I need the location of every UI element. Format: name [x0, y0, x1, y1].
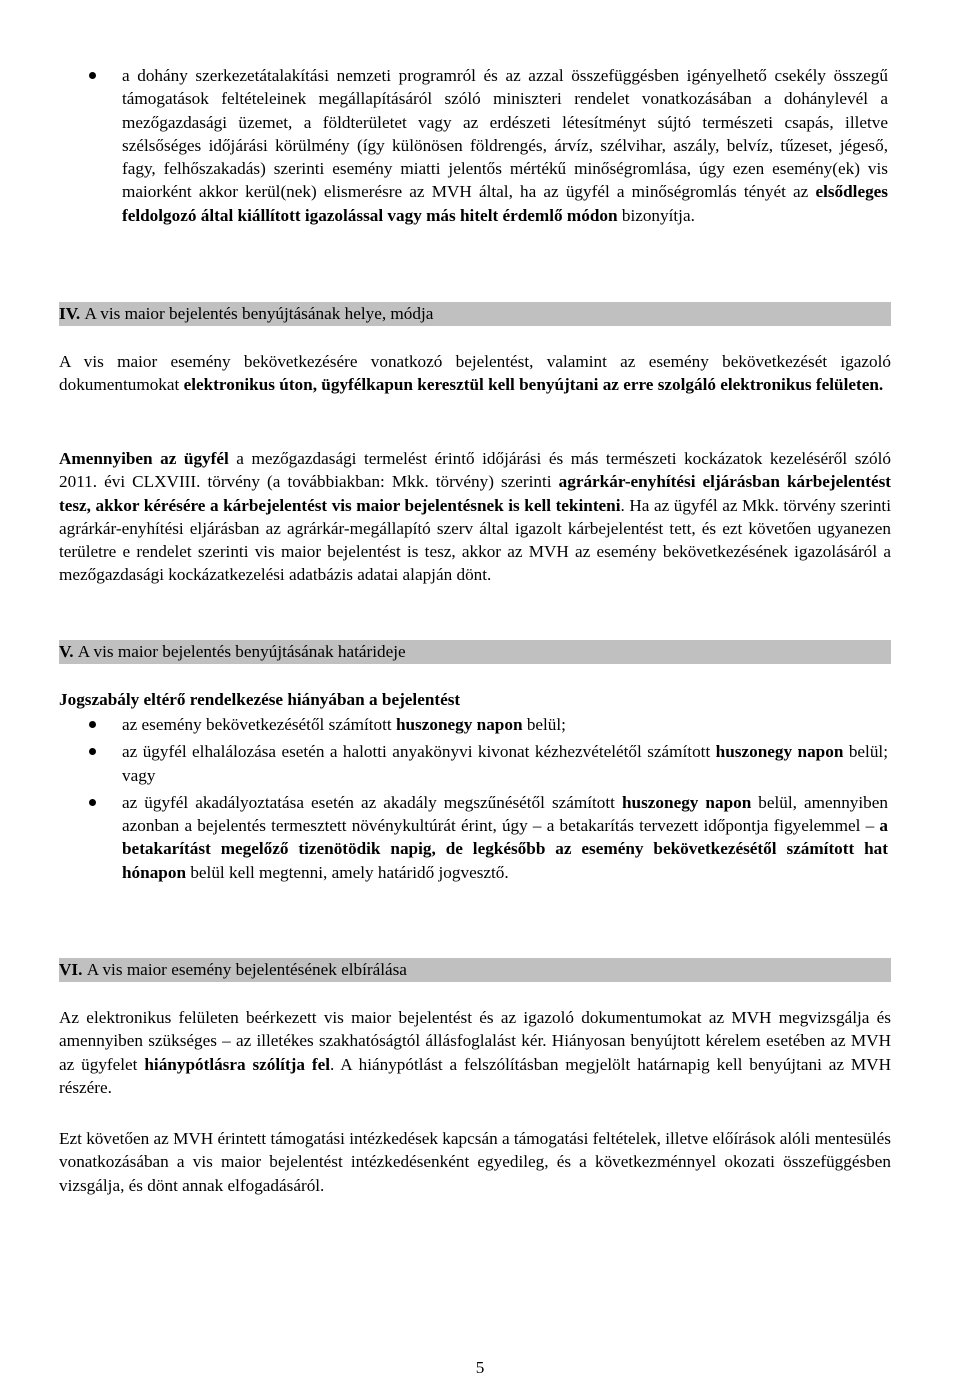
rich-text — [122, 66, 888, 225]
rich-text — [59, 352, 891, 394]
rich-text — [59, 449, 891, 584]
text-run: . Ha az ügyfél az Mkk. törvény szerinti agrárkár-enyhítési eljárásban az agrárkár-megállapító szerv által igazolt kárbejelentést tett, és ezt követően ugyanezen területre e rendelet szerinti vis maior bejelentést is tesz, akkor az MVH az esemény bekövetkezésének igazolásáról a mezőgazdasági kockázatkezelési adatbázis adatai alapján dönt. — [59, 495, 891, 585]
page-number: 5 — [475, 1358, 485, 1377]
text-run: A vis maior esemény bekövetkezésére vonatkozó bejelentést, valamint az esemény bekövetkezését igazoló dokumentumokat — [59, 352, 891, 395]
text-run: az ügyfél akadályoztatása esetén az akadály megszűnésétől számított — [122, 792, 622, 812]
paragraph — [59, 1127, 891, 1197]
lead-text: Jogszabály eltérő rendelkezése hiányában a bejelentést — [59, 690, 461, 709]
section-heading-iv — [59, 302, 891, 326]
list-item — [0, 64, 960, 227]
section-heading-v — [59, 640, 891, 664]
bullet-icon — [89, 748, 96, 755]
bold-text: huszonegy napon — [395, 715, 523, 734]
section-title: A vis maior bejelentés benyújtásának határideje — [77, 642, 406, 661]
list-item — [0, 713, 960, 736]
text-run: Ezt követően az MVH érintett támogatási intézkedések kapcsán a támogatási feltételek, illetve előírások alóli mentesülés vonatkozásában a vis maior bejelentést intézkedésenként egyedileg, és a következménnyel okozati összefüggésben vizsgálja, és dönt annak elfogadásáról. — [59, 1129, 891, 1195]
bullet-icon — [89, 721, 96, 728]
bold-text: Amennyiben az ügyfél — [59, 449, 229, 468]
text-run: az ügyfél elhalálozása esetén a halotti anyakönyvi kivonat kézhezvételétől számított — [122, 742, 716, 762]
section-number: V. — [59, 642, 74, 661]
bold-text: huszonegy napon — [621, 792, 752, 812]
text-run: belül kell megtenni, amely határidő jogvesztő. — [186, 862, 509, 882]
rich-text — [59, 1129, 891, 1195]
paragraph — [59, 350, 891, 397]
deadline-bullet-list — [0, 713, 960, 884]
rich-text — [59, 1008, 891, 1097]
list-item — [0, 791, 960, 884]
paragraph — [59, 1006, 891, 1099]
text-run: . A hiánypótlást a felszólításban megjelölt határnapig kell benyújtani az MVH részére. — [59, 1054, 892, 1097]
bold-text: elektronikus úton, ügyfélkapun keresztül kell benyújtani az erre szolgáló elektronikus felületen. — [183, 375, 884, 395]
text-run: a dohány szerkezetátalakítási nemzeti programról és az azzal összefüggésben igényelhető csekély összegű támogatások feltételeinek megállapításáról szóló miniszteri rendelet vonatkozásában a dohánylevél a mezőgazdasági üzemet, a földterületet vagy az erdészeti létesítményt sújtó természeti csapás, illetve szélsőséges időjárási körülmény (így különösen földrengés, árvíz, szélvihar, aszály, belvíz, tűzeset, jégeső, fagy, felhőszakadás) szerinti esemény miatti jelentős mértékű minőségromlása, úgy ezen esemény(ek) vis maiorként akkor kerül(nek) elismerésre az MVH által, ha az ügyfél a minőségromlás tényét az — [122, 66, 888, 202]
rich-text — [122, 793, 888, 882]
text-run: az esemény bekövetkezésétől számított — [122, 715, 396, 734]
text-run: a mezőgazdasági termelést érintő időjárási és más természeti kockázatok kezeléséről szóló 2011. évi CLXVIII. törvény (a továbbiakban: Mkk. törvény) szerinti — [59, 449, 891, 492]
section-number: VI. — [59, 960, 83, 979]
rich-text — [122, 742, 888, 784]
list-item — [0, 740, 960, 787]
bold-text: elsődleges feldolgozó által kiállított igazolással vagy más hitelt érdemlő módon — [122, 182, 888, 225]
text-run: belül; vagy — [122, 742, 888, 785]
section-title: A vis maior esemény bejelentésének elbírálása — [86, 960, 407, 979]
rich-text — [122, 715, 566, 734]
text-run: belül; — [522, 715, 566, 734]
section-number: IV. — [59, 304, 81, 323]
bold-text: huszonegy napon — [715, 742, 844, 762]
paragraph — [59, 447, 891, 587]
section-heading-vi — [59, 958, 891, 982]
text-run: Az elektronikus felületen beérkezett vis maior bejelentést és az igazoló dokumentumokat az MVH megvizsgálja és amennyiben szükséges – az illetékes szakhatóságtól állásfoglalást kér. Hiányosan benyújtott kérelem esetében az MVH az ügyfelet — [59, 1008, 891, 1074]
bold-text: a betakarítást megelőző tizenötödik napig, de legkésőbb az esemény bekövetkezésétől számított hat hónapon — [122, 816, 888, 882]
text-run: belül, amennyiben azonban a bejelentés termesztett növénykultúrát érint, úgy – a betakarítás tervezett időpontja figyelemmel – — [122, 792, 888, 836]
intro-bullet-list — [0, 64, 960, 227]
text-run: bizonyítja. — [617, 205, 695, 225]
section-title: A vis maior bejelentés benyújtásának helye, módja — [84, 304, 434, 323]
bullet-icon — [89, 72, 96, 79]
bold-text: agrárkár-enyhítési eljárásban kárbejelentést tesz, akkor kérésére a kárbejelentést vis maior bejelentésnek is kell tekinteni — [59, 472, 891, 515]
bullet-icon — [89, 799, 96, 806]
bold-text: hiánypótlásra szólítja fel — [144, 1054, 331, 1074]
